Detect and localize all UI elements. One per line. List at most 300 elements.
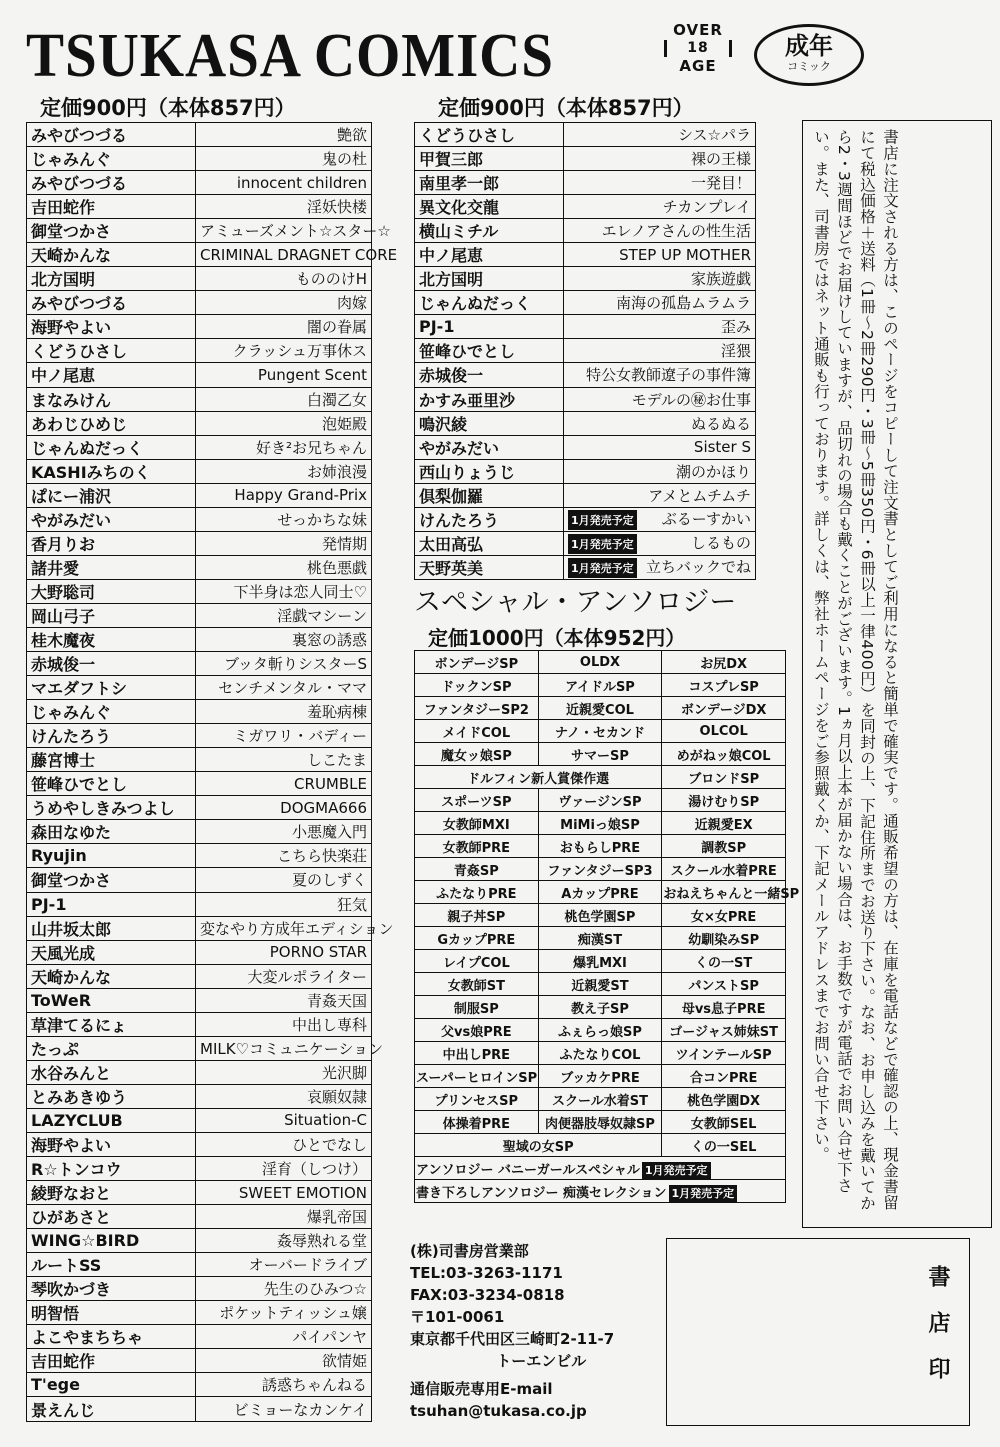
book-title xyxy=(564,363,756,387)
author-name: あわじひめじ xyxy=(27,411,196,435)
book-title xyxy=(564,219,756,243)
book-title xyxy=(196,1108,372,1132)
list-item xyxy=(415,339,756,363)
book-title-text: アメとムチムチ xyxy=(648,486,751,505)
book-title xyxy=(196,1060,372,1084)
book-title-text: Happy Grand-Prix xyxy=(234,486,367,505)
book-title-text: 特公女教師遼子の事件簿 xyxy=(585,366,751,385)
list-item xyxy=(27,1132,372,1156)
anthology-row xyxy=(415,1157,786,1180)
anthology-row xyxy=(415,996,786,1019)
book-title-text: ビミョーなカンケイ xyxy=(233,1400,367,1419)
list-item xyxy=(415,147,756,171)
anthology-item: メイドCOL xyxy=(415,720,539,743)
book-title-text: しこたま xyxy=(306,751,367,770)
author-name: たっぷ xyxy=(27,1036,196,1060)
list-item xyxy=(27,1084,372,1108)
book-title-text: ミガワリ・バディー xyxy=(233,727,367,746)
anthology-item: くの一ST xyxy=(662,950,786,973)
book-title-text: SWEET EMOTION xyxy=(238,1183,367,1202)
anthology-row xyxy=(415,835,786,858)
book-title xyxy=(564,507,756,531)
author-name: 横山ミチル xyxy=(415,219,564,243)
author-name: 赤城俊一 xyxy=(27,652,196,676)
anthology-item: おもらしPRE xyxy=(538,835,662,858)
book-title xyxy=(196,627,372,651)
author-name: 天崎かんな xyxy=(27,243,196,267)
book-title xyxy=(196,1373,372,1397)
publisher-name: (株)司書房営業部 xyxy=(410,1242,529,1260)
book-title xyxy=(196,195,372,219)
book-title xyxy=(196,1229,372,1253)
author-name: 森田なゆた xyxy=(27,820,196,844)
anthology-row xyxy=(415,1019,786,1042)
publisher-mail[interactable]: tsuhan@tukasa.co.jp xyxy=(410,1402,587,1420)
anthology-wide-item xyxy=(415,1157,786,1180)
bookstore-stamp-box xyxy=(666,1238,970,1426)
anthology-item: ファンタジーSP3 xyxy=(538,858,662,881)
anthology-row xyxy=(415,766,786,789)
book-title xyxy=(564,339,756,363)
author-name: 倶梨伽羅 xyxy=(415,483,564,507)
author-name: じゃみんぐ xyxy=(27,147,196,171)
list-item xyxy=(27,1108,372,1132)
author-name: 藤宮博士 xyxy=(27,748,196,772)
author-name: 諸井愛 xyxy=(27,555,196,579)
author-name: 中ノ尾恵 xyxy=(27,363,196,387)
author-name: 南里孝一郎 xyxy=(415,171,564,195)
anthology-row xyxy=(415,651,786,674)
list-item xyxy=(27,579,372,603)
author-name: 鳴沢綾 xyxy=(415,411,564,435)
order-notice-box xyxy=(802,120,992,1228)
book-title xyxy=(196,339,372,363)
anthology-item: ふたなりCOL xyxy=(538,1042,662,1065)
author-name: R☆トンコウ xyxy=(27,1157,196,1181)
list-item xyxy=(27,603,372,627)
book-title xyxy=(196,1084,372,1108)
book-title-text: MILK♡コミュニケーション xyxy=(200,1039,384,1058)
price-mid: 定価900円（本体857円） xyxy=(438,96,694,120)
anthology-row xyxy=(415,904,786,927)
book-title xyxy=(564,459,756,483)
author-name: 海野やよい xyxy=(27,315,196,339)
book-title-text: 哀願奴隷 xyxy=(306,1087,367,1106)
list-item xyxy=(415,483,756,507)
author-name: ひがあさと xyxy=(27,1205,196,1229)
list-item xyxy=(415,363,756,387)
anthology-row xyxy=(415,950,786,973)
author-name: 中ノ尾恵 xyxy=(415,243,564,267)
anthology-item: ふぇらっ娘SP xyxy=(538,1019,662,1042)
book-title-text: パイパンヤ xyxy=(292,1328,367,1347)
author-name: 大野聡司 xyxy=(27,579,196,603)
list-item xyxy=(27,531,372,555)
list-item xyxy=(27,844,372,868)
book-title xyxy=(196,916,394,940)
list-item xyxy=(415,435,756,459)
author-name: ぱにー浦沢 xyxy=(27,483,196,507)
book-title-text: 闇の眷属 xyxy=(306,318,367,337)
anthology-item: ブッカケPRE xyxy=(538,1065,662,1088)
author-name: PJ-1 xyxy=(415,315,564,339)
author-name: よこやまちちゃ xyxy=(27,1325,196,1349)
book-title-text: 大変ルポライター xyxy=(247,967,367,986)
book-title xyxy=(196,291,372,315)
book-title-text: ぶるーすかい xyxy=(661,510,751,529)
book-title xyxy=(196,531,372,555)
anthology-item: 爆乳MXI xyxy=(538,950,662,973)
author-name: まなみけん xyxy=(27,387,196,411)
release-badge: 1月発売予定 xyxy=(568,534,637,554)
anthology-row xyxy=(415,674,786,697)
author-name: 香月りお xyxy=(27,531,196,555)
author-name: 北方国明 xyxy=(27,267,196,291)
list-item xyxy=(27,291,372,315)
author-name: ルートSS xyxy=(27,1253,196,1277)
author-name: 西山りょうじ xyxy=(415,459,564,483)
book-title-text: PORNO STAR xyxy=(269,943,367,962)
anthology-item: ファンタジーSP2 xyxy=(415,697,539,720)
book-title-text: 小悪魔入門 xyxy=(291,823,367,842)
adult-badge-main: 成年 xyxy=(785,32,833,60)
anthology-item: 幼馴染みSP xyxy=(662,927,786,950)
anthology-row xyxy=(415,927,786,950)
book-title xyxy=(196,411,372,435)
book-title-text: 白濁乙女 xyxy=(306,390,367,409)
book-title xyxy=(564,195,756,219)
book-title-text: ブッタ斬りシスターS xyxy=(223,655,367,674)
anthology-item: ドルフィン新人賞傑作選 xyxy=(415,766,662,789)
book-title-text: もののけH xyxy=(295,270,367,289)
anthology-item: 制服SP xyxy=(415,996,539,1019)
author-name: 吉田蛇作 xyxy=(27,1349,196,1373)
anthology-row xyxy=(415,1042,786,1065)
book-title-text: シス☆パラ xyxy=(678,126,751,145)
anthology-item: 湯けむりSP xyxy=(662,789,786,812)
book-title xyxy=(196,1205,372,1229)
author-name: くどうひさし xyxy=(415,123,564,147)
anthology-item: GカップPRE xyxy=(415,927,539,950)
book-title xyxy=(196,1036,384,1060)
list-item xyxy=(27,507,372,531)
book-title xyxy=(196,748,372,772)
book-title xyxy=(564,315,756,339)
anthology-wide-label: アンソロジー バニーガールスペシャル xyxy=(416,1162,640,1178)
author-name: みやびつづる xyxy=(27,291,196,315)
anthology-item: 肉便器肢辱奴隷SP xyxy=(538,1111,662,1134)
author-name: じゃみんぐ xyxy=(27,700,196,724)
author-name: じゃんぬだっく xyxy=(27,435,196,459)
book-title xyxy=(196,267,372,291)
anthology-item: MiMiっ娘SP xyxy=(538,812,662,835)
book-title-text: ひとでなし xyxy=(291,1135,367,1154)
book-title-text: 淫猥 xyxy=(720,342,751,361)
book-title-text: 下半身は恋人同士♡ xyxy=(233,582,367,601)
list-item xyxy=(27,988,372,1012)
author-name: マエダフトシ xyxy=(27,676,196,700)
bookstore-stamp-label: 書店印 xyxy=(925,1265,950,1403)
book-title-text: 姦辱熟れる堂 xyxy=(276,1232,367,1251)
author-name: うめやしきみつよし xyxy=(27,796,196,820)
book-title-text: 立ちバックでね xyxy=(645,558,751,577)
list-item xyxy=(27,964,372,988)
book-title xyxy=(196,868,372,892)
book-title-text: 夏のしずく xyxy=(291,871,367,890)
anthology-item: パンストSP xyxy=(662,973,786,996)
book-title-text: オーバードライブ xyxy=(248,1256,367,1275)
adult-badge-sub: コミック xyxy=(787,60,831,73)
adult-comic-badge xyxy=(754,24,864,86)
list-item xyxy=(27,748,372,772)
book-title xyxy=(196,1181,372,1205)
list-item xyxy=(27,1229,372,1253)
book-title-text: CRIMINAL DRAGNET CORE xyxy=(200,245,398,264)
author-name: 天野英美 xyxy=(415,555,564,579)
list-item xyxy=(27,315,372,339)
book-title xyxy=(564,387,756,411)
list-item xyxy=(415,507,756,531)
publisher-zip: 〒101-0061 xyxy=(410,1308,505,1326)
anthology-item: ふたなりPRE xyxy=(415,881,539,904)
anthology-item: ゴージャス姉妹ST xyxy=(662,1019,786,1042)
book-title-text: 一発目！ xyxy=(690,174,751,193)
book-title xyxy=(196,555,372,579)
list-item xyxy=(27,1325,372,1349)
author-name: 草津てるにょ xyxy=(27,1012,196,1036)
anthology-row xyxy=(415,697,786,720)
book-title xyxy=(564,411,756,435)
anthology-item: 痴漢ST xyxy=(538,927,662,950)
anthology-item: ヴァージンSP xyxy=(538,789,662,812)
publisher-tel: TEL:03-3263-1171 xyxy=(410,1264,563,1282)
book-title-text: 中出し専科 xyxy=(291,1015,367,1034)
list-item xyxy=(27,1060,372,1084)
anthology-item: レイプCOL xyxy=(415,950,539,973)
book-title-text: 裸の王様 xyxy=(690,150,751,169)
book-title-text: クラッシュ万事休ス xyxy=(232,342,367,361)
author-name: 太田高弘 xyxy=(415,531,564,555)
book-title-text: STEP UP MOTHER xyxy=(619,245,751,264)
book-title xyxy=(196,940,372,964)
publisher-contact xyxy=(410,1240,614,1422)
author-name: 吉田蛇作 xyxy=(27,195,196,219)
author-name: 笹峰ひでとし xyxy=(27,772,196,796)
anthology-row xyxy=(415,743,786,766)
anthology-row xyxy=(415,858,786,881)
order-notice-text: 書店に注文される方は、このページをコピーして注文書としてご利用になると簡単で確実です。通販希望の方は、在庫を電話などで確認の上、現金書留にて税込価格＋送料（1冊〜2冊290円・3冊〜5冊350円・6冊以上一律400円）を同封の上、下記住所までお送り下さい。なお、お申し込みを戴いてから2・3週間ほどでお届けしていますが、品切れの場合も戴くことがございます。1ヵ月以上本が届かない場合は、お手数ですが電話でお問い合せ下さい。また、司書房ではネット通販も行っております。詳しくは、弊社ホームページをご参照戴くか、下記メールアドレスまでお問い合せ下さい。 xyxy=(812,129,899,1211)
book-title xyxy=(196,652,372,676)
author-name: とみあきゆう xyxy=(27,1084,196,1108)
list-item xyxy=(415,267,756,291)
book-title-text: 艶欲 xyxy=(336,126,367,145)
anthology-item: スーパーヒロインSP xyxy=(415,1065,539,1088)
book-title-text: 裏窓の誘惑 xyxy=(291,631,367,649)
anthology-item: 親子丼SP xyxy=(415,904,539,927)
author-name: やがみだい xyxy=(27,507,196,531)
author-name: KASHIみちのく xyxy=(27,459,196,483)
book-title-text: 肉嫁 xyxy=(336,294,367,313)
list-item xyxy=(27,243,372,267)
book-title-text: innocent children xyxy=(236,173,367,192)
book-title-text: 青姦天国 xyxy=(306,991,367,1010)
list-item xyxy=(27,459,372,483)
anthology-item: ボンデージSP xyxy=(415,651,539,674)
book-title xyxy=(564,483,756,507)
list-item xyxy=(27,1373,372,1397)
author-name: じゃんぬだっく xyxy=(415,291,564,315)
anthology-item: 女教師SEL xyxy=(662,1111,786,1134)
author-name: くどうひさし xyxy=(27,339,196,363)
list-item xyxy=(415,411,756,435)
book-title xyxy=(564,291,756,315)
anthology-item: 近親愛ST xyxy=(538,973,662,996)
list-item xyxy=(27,1349,372,1373)
special-anthology-heading: スペシャル・アンソロジー xyxy=(414,587,737,618)
anthology-item: スポーツSP xyxy=(415,789,539,812)
list-item xyxy=(27,219,372,243)
anthology-item: 父vs娘PRE xyxy=(415,1019,539,1042)
book-title xyxy=(196,1397,372,1421)
book-title-text: 誘惑ちゃんねる xyxy=(261,1376,367,1395)
anthology-item: 近親愛EX xyxy=(662,812,786,835)
book-title-text: 爆乳帝国 xyxy=(306,1208,367,1227)
anthology-item: スクール水着PRE xyxy=(662,858,786,881)
book-title-text: エレノアさんの性生活 xyxy=(601,222,751,241)
anthology-item: 教え子SP xyxy=(538,996,662,1019)
author-name: ToWeR xyxy=(27,988,196,1012)
author-name: 琴吹かづき xyxy=(27,1277,196,1301)
book-title-text: 光沢脚 xyxy=(321,1063,367,1082)
anthology-item: 女教師MXI xyxy=(415,812,539,835)
author-name: 綾野なおと xyxy=(27,1181,196,1205)
list-item xyxy=(27,1277,372,1301)
book-title-text: せっかちな妹 xyxy=(277,510,367,529)
list-item xyxy=(415,123,756,147)
list-item xyxy=(27,1012,372,1036)
anthology-item: ナノ・セカンド xyxy=(538,720,662,743)
book-title xyxy=(196,844,372,868)
anthology-item: お尻DX xyxy=(662,651,786,674)
book-title xyxy=(564,267,756,291)
anthology-item: おねえちゃんと一緒SP xyxy=(662,881,786,904)
anthology-row xyxy=(415,881,786,904)
book-title-text: 鬼の杜 xyxy=(321,150,367,169)
anthology-row xyxy=(415,1134,786,1157)
anthology-item: AカップPRE xyxy=(538,881,662,904)
author-name: けんたろう xyxy=(415,507,564,531)
book-title xyxy=(196,892,372,916)
book-title-text: チカンプレイ xyxy=(662,198,751,217)
book-title xyxy=(196,724,372,748)
book-title xyxy=(196,700,372,724)
list-item xyxy=(27,1301,372,1325)
anthology-item: めがねッ娘COL xyxy=(662,743,786,766)
list-item xyxy=(27,435,372,459)
list-item xyxy=(27,892,372,916)
author-name: LAZYCLUB xyxy=(27,1108,196,1132)
book-title-text: 潮のかほり xyxy=(675,462,751,481)
book-title-text: センチメンタル・ママ xyxy=(218,679,367,698)
release-badge: 1月発売予定 xyxy=(642,1162,711,1179)
list-item xyxy=(415,219,756,243)
book-title xyxy=(196,435,372,459)
list-item xyxy=(27,1157,372,1181)
author-name: かすみ亜里沙 xyxy=(415,387,564,411)
anthology-item: 女×女PRE xyxy=(662,904,786,927)
book-title-text: 狂気 xyxy=(336,895,367,914)
list-item xyxy=(27,363,372,387)
book-title xyxy=(196,483,372,507)
list-item xyxy=(27,868,372,892)
release-badge: 1月発売予定 xyxy=(568,510,637,530)
author-name: 笹峰ひでとし xyxy=(415,339,564,363)
list-item xyxy=(27,171,372,195)
author-name: T'ege xyxy=(27,1373,196,1397)
author-name: PJ-1 xyxy=(27,892,196,916)
special-anthology-price: 定価1000円（本体952円） xyxy=(428,626,686,650)
book-title xyxy=(196,1157,372,1181)
anthology-item: サマーSP xyxy=(538,743,662,766)
anthology-item: 桃色学園SP xyxy=(538,904,662,927)
book-title xyxy=(196,1277,372,1301)
author-name: 赤城俊一 xyxy=(415,363,564,387)
list-item xyxy=(27,195,372,219)
page-title: TSUKASA COMICS xyxy=(26,22,554,90)
list-item xyxy=(27,700,372,724)
book-title-text: しるもの xyxy=(690,534,751,553)
anthology-item: 青姦SP xyxy=(415,858,539,881)
book-title xyxy=(196,219,391,243)
book-title xyxy=(196,964,372,988)
book-title xyxy=(196,147,372,171)
anthology-item: コスプレSP xyxy=(662,674,786,697)
author-name: WING☆BIRD xyxy=(27,1229,196,1253)
list-item xyxy=(27,555,372,579)
anthology-item: 女教師ST xyxy=(415,973,539,996)
anthology-row xyxy=(415,1088,786,1111)
book-title-text: 淫育（しつけ） xyxy=(261,1160,367,1179)
book-title-text: Situation-C xyxy=(284,1111,367,1130)
book-title-text: こちら快楽荘 xyxy=(276,847,367,866)
book-title xyxy=(196,315,372,339)
publisher-fax: FAX:03-3234-0818 xyxy=(410,1286,565,1304)
author-name: けんたろう xyxy=(27,724,196,748)
publisher-building: トーエンビル xyxy=(496,1352,587,1370)
book-title-text: 羞恥病棟 xyxy=(306,703,367,722)
anthology-item: ボンデージDX xyxy=(662,697,786,720)
book-title xyxy=(196,820,372,844)
book-title xyxy=(196,387,372,411)
author-name: みやびつづる xyxy=(27,171,196,195)
list-item xyxy=(27,796,372,820)
book-title-text: ぬるぬる xyxy=(690,414,751,433)
anthology-item: 合コンPRE xyxy=(662,1065,786,1088)
book-title xyxy=(564,147,756,171)
list-item xyxy=(27,652,372,676)
anthology-item: ドックンSP xyxy=(415,674,539,697)
author-name: 天風光成 xyxy=(27,940,196,964)
anthology-item: 中出しPRE xyxy=(415,1042,539,1065)
list-item xyxy=(27,916,372,940)
author-name: 岡山弓子 xyxy=(27,603,196,627)
book-title-text: 歪み xyxy=(720,318,751,337)
list-item xyxy=(415,387,756,411)
release-badge: 1月発売予定 xyxy=(568,558,637,578)
anthology-row xyxy=(415,1180,786,1203)
age-badge-line: AGE xyxy=(679,57,717,75)
anthology-item: OLDX xyxy=(538,651,662,674)
